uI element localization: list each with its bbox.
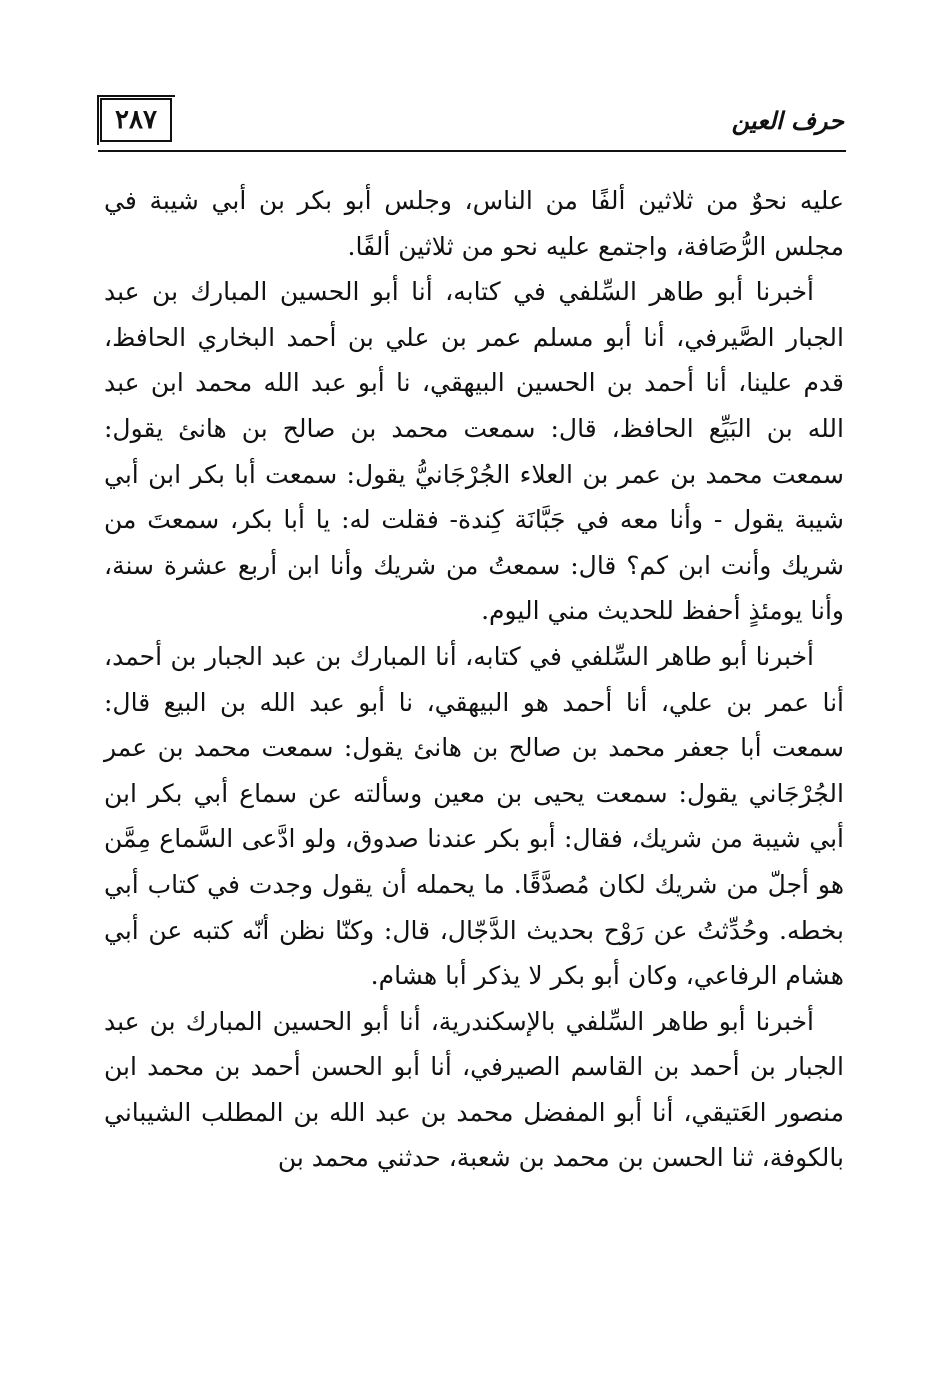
header-rule — [98, 150, 846, 152]
page-number: ٢٨٧ — [100, 98, 172, 142]
paragraph-3: أخبرنا أبو طاهر السِّلفي في كتابه، أنا المبارك بن عبد الجبار بن أحمد، أنا عمر بن علي، أنا أحمد هو البيهقي، نا أبو عبد الله بن البيع قال: سمعت أبا جعفر محمد بن صالح بن هانئ يقول: سمعت محمد بن عمر الجُرْجَاني يقول: سمعت يحيى بن معين وسألته عن سماع أبي بكر ابن أبي شيبة من شريك، فقال: أبو بكر عندنا صدوق، ولو ادَّعى السَّماع مِمَّن هو أجلّ من شريك لكان مُصدَّقًا. ما يحمله أن يقول وجدت في كتاب أبي بخطه. وحُدِّثتُ عن رَوْح بحديث الدَّجّال، قال: وكنّا نظن أنّه كتبه عن أبي هشام الرفاعي، وكان أبو بكر لا يذكر أبا هشام. — [104, 641, 844, 991]
paragraph-1: عليه نحوٌ من ثلاثين ألفًا من الناس، وجلس أبو بكر بن أبي شيبة في مجلس الرُّصَافة، واجتمع عليه نحو من ثلاثين ألفًا. — [104, 186, 844, 261]
body-text — [104, 178, 844, 1181]
page-header — [98, 94, 846, 152]
paragraph-4: أخبرنا أبو طاهر السِّلفي بالإسكندرية، أنا أبو الحسين المبارك بن عبد الجبار بن أحمد بن القاسم الصيرفي، أنا أبو الحسن أحمد بن محمد ابن منصور العَتيقي، أنا أبو المفضل محمد بن عبد الله بن المطلب الشيباني بالكوفة، ثنا الحسن بن محمد بن شعبة، حدثني محمد بن — [104, 1006, 844, 1173]
running-title: حرف العين — [731, 106, 844, 135]
paragraph-2: أخبرنا أبو طاهر السِّلفي في كتابه، أنا أبو الحسين المبارك بن عبد الجبار الصَّيرفي، أنا أبو مسلم عمر بن علي بن أحمد البخاري الحافظ، قدم علينا، أنا أحمد بن الحسين البيهقي، نا أبو عبد الله محمد ابن عبد الله بن البَيِّع الحافظ، قال: سمعت محمد بن صالح بن هانئ يقول: سمعت محمد بن عمر بن العلاء الجُرْجَانيُّ يقول: سمعت أبا بكر ابن أبي شيبة يقول - وأنا معه في جَبَّانَة كِندة- فقلت له: يا أبا بكر، سمعتَ من شريك وأنت ابن كم؟ قال: سمعتُ من شريك وأنا ابن أربع عشرة سنة، وأنا يومئذٍ أحفظ للحديث مني اليوم. — [104, 277, 844, 626]
